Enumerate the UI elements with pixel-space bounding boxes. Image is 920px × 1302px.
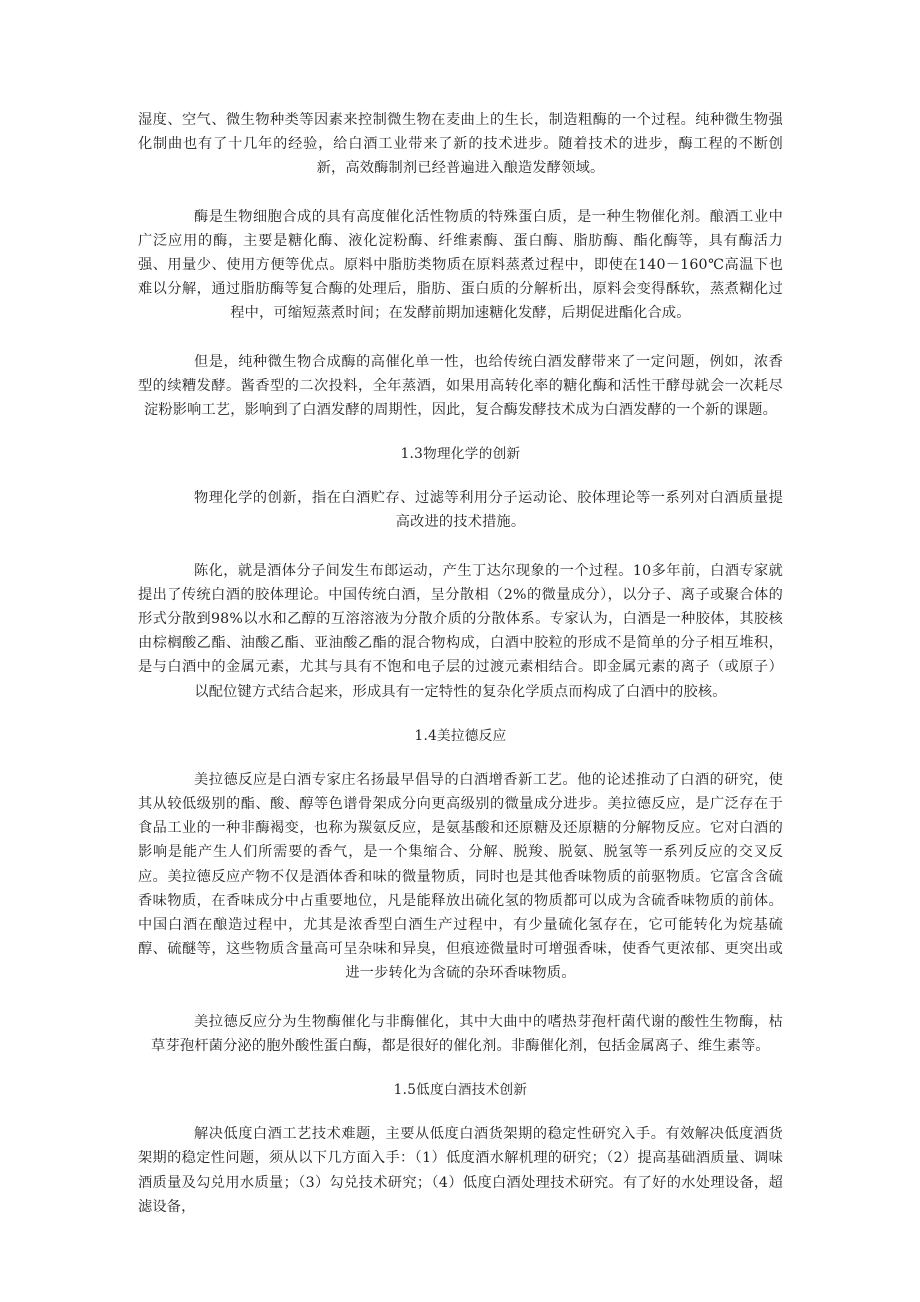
- paragraph-enzyme-problems: 但是，纯种微生物合成酶的高催化单一性，也给传统白酒发酵带来了一定问题，例如，浓香型的续糟发酵。酱香型的二次投料，全年蒸酒，如果用高转化率的糖化酶和活性干酵母就会一次耗尽淀粉影响工艺，影响到了白酒发酵的周期性，因此，复合酶发酵技术成为白酒发酵的一个新的课题。: [138, 353, 783, 419]
- paragraph-aging-colloid: 陈化，就是酒体分子间发生布郎运动，产生丁达尔现象的一个过程。10多年前，白酒专家就提出了传统白酒的胶体理论。中国传统白酒，呈分散相（2%的微量成分），以分子、离子或聚合体的形式分散到98%以水和乙醇的互溶溶液为分散介质的分散体系。专家认为，白酒是一种胶体，其胶核由棕榈酸乙酯、油酸乙酯、亚油酸乙酯的混合物构成，白酒中胶粒的形成不是简单的分子相互堆积，是与白酒中的金属元素，尤其与具有不饱和电子层的过渡元素相结合。即金属元素的离子（或原子）以配位键方式结合起来，形成具有一定特性的复杂化学质点而构成了白酒中的胶核。: [138, 562, 783, 700]
- paragraph-enzyme-intro: 湿度、空气、微生物种类等因素来控制微生物在麦曲上的生长，制造粗酶的一个过程。纯种微生物强化制曲也有了十几年的经验，给白酒工业带来了新的技术进步。随着技术的进步，酶工程的不断创新，高效酶制剂已经普遍进入酿造发酵领域。: [138, 112, 783, 177]
- paragraph-maillard-catalysis: 美拉德反应分为生物酶催化与非酶催化，其中大曲中的嗜热芽孢杆菌代谢的酸性生物酶，枯草芽孢杆菌分泌的胞外酸性蛋白酶，都是很好的催化剂。非酶催化剂，包括金属离子、维生素等。: [151, 1013, 783, 1054]
- paragraph-maillard-reaction: 美拉德反应是白酒专家庄名扬最早倡导的白酒增香新工艺。他的论述推动了白酒的研究，使其从较低级别的酯、酸、醇等色谱骨架成分向更高级别的微量成分进步。美拉德反应，是广泛存在于食品工业的一种非酶褐变，也称为羰氨反应，是氨基酸和还原糖及还原糖的分解物反应。它对白酒的影响是能产生人们所需要的香气，是一个集缩合、分解、脱羧、脱氨、脱氢等一系列反应的交叉反应。美拉德反应产物不仅是酒体香和味的微量物质，同时也是其他香味物质的前驱物质。它富含含硫香味物质，在香味成分中占重要地位，凡是能释放出硫化氢的物质都可以成为含硫香味物质的前体。中国白酒在酿造过程中，尤其是浓香型白酒生产过程中，有少量硫化氢存在，它可能转化为烷基硫醇、硫醚等，这些物质含量高可呈杂味和异臭，但痕迹微量时可增强香味，使香气更浓郁、更突出或进一步转化为含硫的杂环香味物质。: [138, 771, 783, 982]
- section-heading-physical-chemistry: 1.3物理化学的创新: [400, 446, 521, 463]
- paragraph-physical-chemistry: 物理化学的创新，指在白酒贮存、过滤等利用分子运动论、胶体理论等一系列对白酒质量提高改进的技术措施。: [194, 490, 783, 531]
- paragraph-enzyme-definition: 酶是生物细胞合成的具有高度催化活性物质的特殊蛋白质，是一种生物催化剂。酿酒工业中广泛应用的酶，主要是糖化酶、液化淀粉酶、纤维素酶、蛋白酶、脂肪酶、酯化酶等，具有酶活力强、用量少、使用方便等优点。原料中脂肪类物质在原料蒸煮过程中，即使在140－160℃高温下也难以分解，通过脂肪酶等复合酶的处理后，脂肪、蛋白质的分解析出，原料会变得酥软，蒸煮糊化过程中，可缩短蒸煮时间；在发酵前期加速糖化发酵，后期促进酯化合成。: [138, 208, 783, 322]
- section-heading-maillard: 1.4美拉德反应: [414, 727, 507, 744]
- section-heading-low-alcohol: 1.5低度白酒技术创新: [393, 1082, 528, 1099]
- document-page: [138, 108, 783, 1219]
- paragraph-low-alcohol: 解决低度白酒工艺技术难题，主要从低度白酒货架期的稳定性研究入手。有效解决低度酒货架期的稳定性问题，须从以下几方面入手：（1）低度酒水解机理的研究；（2）提高基础酒质量、调味酒质量及勾兑用水质量；（3）勾兑技术研究；（4）低度白酒处理技术研究。有了好的水处理设备，超滤设备，: [138, 1126, 783, 1215]
